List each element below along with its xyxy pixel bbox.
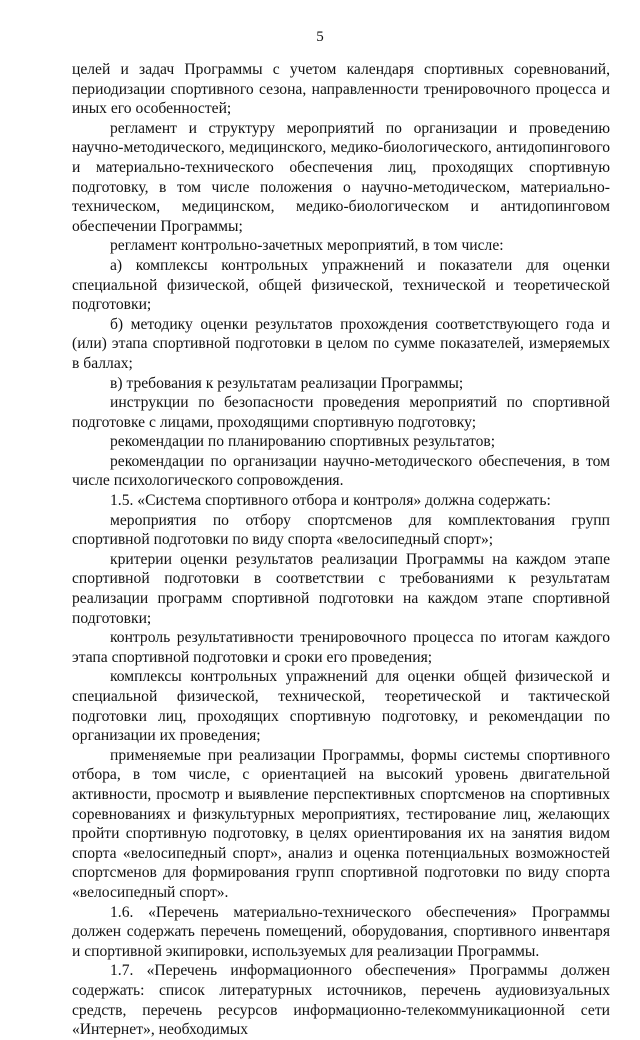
paragraph: регламент контрольно-зачетных мероприятий, в том числе: [110, 237, 504, 255]
section-1-6: 1.6. «Перечень материально-технического обеспечения» Программы должен содержать перечень помещений, оборудования, спортивного инвентаря и спортивной экипировки, используемых для реализации Программы. [72, 903, 610, 960]
paragraph: в) требования к результатам реализации Программы; [110, 374, 464, 392]
paragraph: рекомендации по планированию спортивных результатов; [110, 433, 496, 451]
section-heading-1-5: 1.5. «Система спортивного отбора и контроля» должна содержать: [110, 492, 551, 510]
paragraph: контроль результативности тренировочного процесса по итогам каждого этапа спортивной подготовки и сроки его проведения; [72, 629, 610, 666]
paragraph: а) комплексы контрольных упражнений и показатели для оценки специальной физической, общей физической, технической и теоретической подготовки; [72, 256, 610, 314]
section-1-7: 1.7. «Перечень информационного обеспечения» Программы должен содержать: список литературных источников, перечень аудиовизуальных средств, перечень ресурсов информационно-телекоммуникационной сети «Интернет», необходимых [72, 962, 610, 1039]
paragraph: регламент и структуру мероприятий по организации и проведению научно-методического, медицинского, медико-биологического, антидопингового и материально-технического обеспечения лиц, проходящих спортивную подготовку, в том числе положения о научно-методическом, материально-техническом, медицинском, медико-биологическом и антидопинговом обеспечении Программы; [72, 119, 610, 235]
page-number: 5 [316, 29, 324, 45]
paragraph: мероприятия по отбору спортсменов для комплектования групп спортивной подготовки по виду спорта «велосипедный спорт»; [72, 511, 610, 549]
paragraph: целей и задач Программы с учетом календаря спортивных соревнований, периодизации спортивного сезона, направленности тренировочного процесса и иных его особенностей; [72, 61, 610, 118]
paragraph: б) методику оценки результатов прохождения соответствующего года и (или) этапа спортивной подготовки в целом по сумме показателей, измеряемых в баллах; [72, 315, 610, 372]
document-body [72, 60, 610, 1040]
paragraph: применяемые при реализации Программы, формы системы спортивного отбора, в том числе, с ориентацией на высокий уровень двигательной активности, просмотр и выявление перспективных спортсменов на спортивных соревнованиях и физкультурных мероприятиях, тестирование лиц, желающих пройти спортивную подготовку, в целях ориентирования их на занятия видом спорта «велосипедный спорт», анализ и оценка потенциальных возможностей спортсменов для формирования групп спортивной подготовки по виду спорта «велосипедный спорт». [72, 746, 610, 901]
paragraph: инструкции по безопасности проведения мероприятий по спортивной подготовке с лицами, проходящими спортивную подготовку; [72, 394, 610, 431]
paragraph: критерии оценки результатов реализации Программы на каждом этапе спортивной подготовки в соответствии с требованиями к результатам реализации программ спортивной подготовки на каждом этапе спортивной подготовки; [72, 550, 610, 627]
paragraph: рекомендации по организации научно-методического обеспечения, в том числе психологического сопровождения. [72, 452, 610, 490]
paragraph: комплексы контрольных упражнений для оценки общей физической и специальной физической, технической, теоретической и тактической подготовки лиц, проходящих спортивную подготовку, и рекомендации по организации их проведения; [72, 668, 610, 745]
